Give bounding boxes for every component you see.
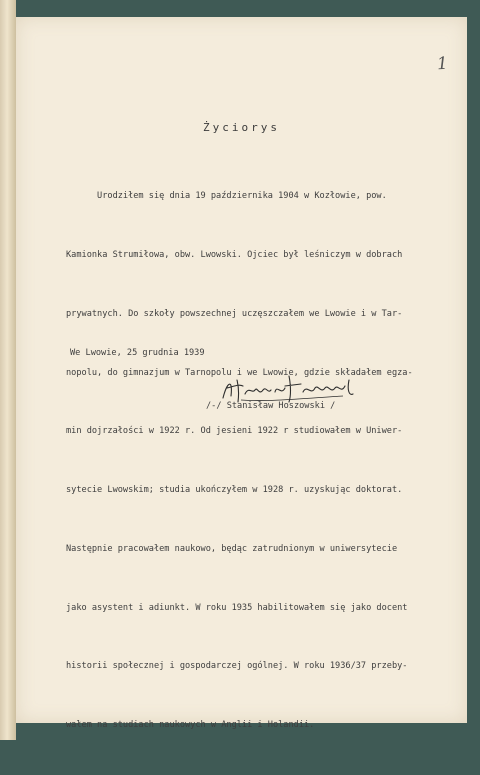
text-line: Urodziłem się dnia 19 października 1904 w Kozłowie, pow.	[66, 191, 387, 202]
text-line: sytecie Lwowskim; studia ukończyłem w 1928 r. uzyskując doktorat.	[66, 485, 403, 496]
text-line: Kamionka Strumiłowa, obw. Lwowski. Ojciec był leśniczym w dobrach	[66, 249, 403, 260]
biography-text	[66, 148, 413, 775]
text-line: historii społecznej i gospodarczej ogólnej. W roku 1936/37 przeby-	[66, 661, 408, 672]
document-page	[16, 17, 467, 731]
signature-caption: /-/ Stanisław Hoszowski /	[206, 401, 336, 411]
text-line: wałem na studiach naukowych w Anglii i Holandii.	[66, 720, 315, 731]
document-title: Życiorys	[203, 121, 280, 134]
binder-edge	[0, 0, 16, 740]
place-and-date: We Lwowie, 25 grudnia 1939	[70, 348, 205, 358]
text-line: Następnie pracowałem naukowo, będąc zatrudnionym w uniwersytecie	[66, 543, 398, 554]
text-line: min dojrzałości w 1922 r. Od jesieni 1922 r studiowałem w Uniwer-	[66, 426, 403, 437]
page-number: 1	[436, 53, 449, 75]
text-line: jako asystent i adiunkt. W roku 1935 habilitowałem się jako docent	[66, 602, 408, 613]
text-line: prywatnych. Do szkoły powszechnej uczęszczałem we Lwowie i w Tar-	[66, 308, 403, 319]
text-line: nopolu, do gimnazjum w Tarnopolu i we Lwowie, gdzie składałem egza-	[66, 367, 413, 378]
